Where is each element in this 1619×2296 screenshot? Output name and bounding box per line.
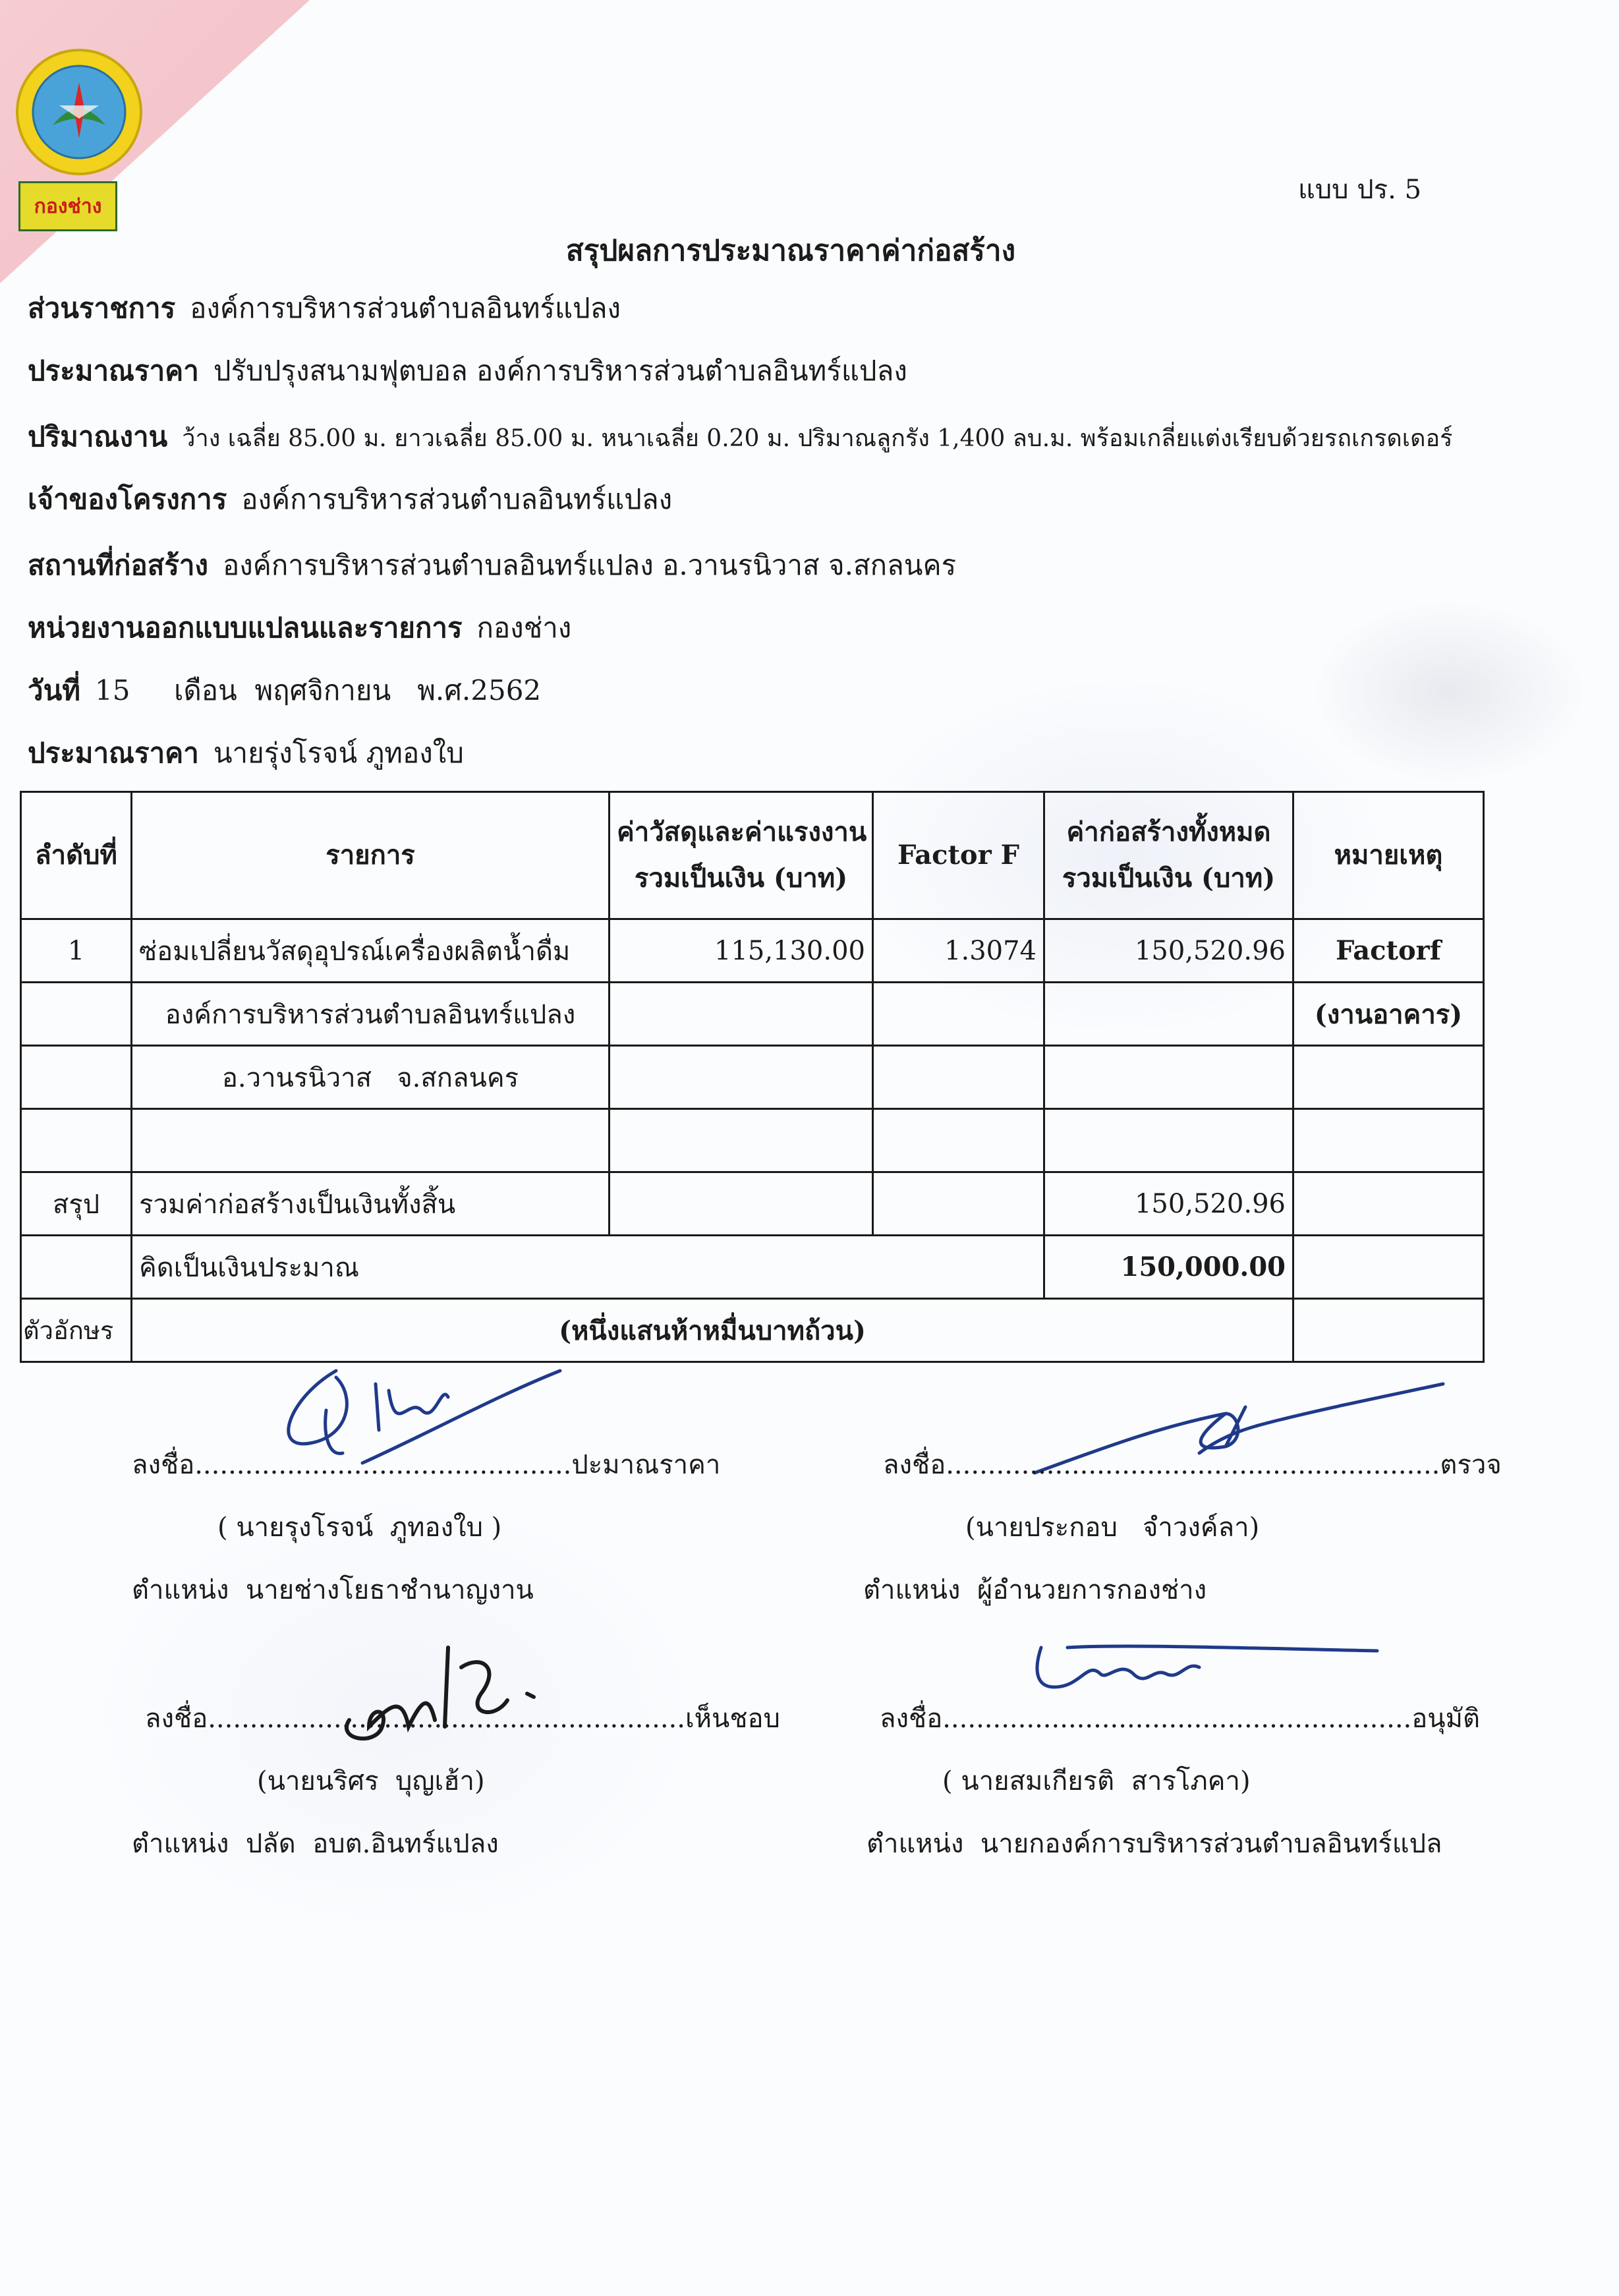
row3-total [1044,1046,1293,1109]
row1-factor: 1.3074 [873,919,1044,983]
header-total [1044,792,1293,919]
table-row [21,919,1484,983]
approver-name: ( นายสมเกียรติ สารโภคา) [942,1766,1251,1796]
estimate-table [20,791,1485,1363]
estimate-value: ปรับปรุงสนามฟุตบอล องค์การบริหารส่วนตำบลอินทร์แปลง [213,355,907,387]
row3-remark [1293,1046,1484,1109]
summary-row [21,1172,1484,1236]
row2-factor [873,983,1044,1046]
estimator-sign-line: ลงชื่อ.............................................ปะมาณราคา [132,1450,721,1480]
form-code: แบบ ปร. 5 [1298,175,1422,205]
row4-factor [873,1109,1044,1172]
words-label: ตัวอักษร [21,1299,132,1362]
consent-position: ตำแหน่ง ปลัด อบต.อินทร์แปลง [132,1829,499,1859]
row4-material [610,1109,873,1172]
header-total-line2: รวมเป็นเงิน (บาท) [1062,863,1276,894]
row4-no [21,1109,132,1172]
approx-total: 150,000.00 [1044,1236,1293,1299]
site-label: สถานที่ก่อสร้าง [28,549,208,581]
estimator-value: นายรุ่งโรจน์ ภูทองใบ [213,737,464,769]
document-title: สรุปผลการประมาณราคาค่าก่อสร้าง [565,234,1016,268]
estimate-field [28,349,907,393]
approx-item: คิดเป็นเงินประมาณ [132,1236,1044,1299]
approver-signature-mark [1028,1634,1384,1707]
header-remark: หมายเหตุ [1293,792,1484,919]
row3-material [610,1046,873,1109]
quantity-label: ปริมาณงาน [28,420,168,453]
header-material-line2: รวมเป็นเงิน (บาท) [634,863,848,894]
summary-item: รวมค่าก่อสร้างเป็นเงินทั้งสิ้น [132,1172,610,1236]
row3-item: อ.วานรนิวาส จ.สกลนคร [132,1046,610,1109]
row1-remark: Factorf [1293,919,1484,983]
estimator-label: ประมาณราคา [28,737,199,769]
row1-item: ซ่อมเปลี่ยนวัสดุอุปรณ์เครื่องผลิตน้ำดื่ม [132,919,610,983]
table-row [21,1109,1484,1172]
site-field [28,544,956,587]
header-total-line1: ค่าก่อสร้างทั้งหมด [1066,817,1271,847]
estimator-name: ( นายรุงโรจน์ ภูทองใบ ) [217,1512,502,1543]
checker-sign-line: ลงชื่อ...........................................................ตรวจ [883,1450,1502,1480]
agency-field [28,287,621,330]
site-value: องค์การบริหารส่วนตำบลอินทร์แปลง อ.วานรนิวาส จ.สกลนคร [222,549,957,581]
row4-total [1044,1109,1293,1172]
header-item: รายการ [132,792,610,919]
approx-remark [1293,1236,1484,1299]
header-material [610,792,873,919]
quantity-field [28,415,1452,459]
agency-value: องค์การบริหารส่วนตำบลอินทร์แปลง [190,292,621,324]
checker-name: (นายประกอบ จำวงค์ลา) [965,1512,1260,1543]
header-factor: Factor F [873,792,1044,919]
summary-material [610,1172,873,1236]
organization-seal-icon [13,46,145,178]
header-no: ลำดับที่ [21,792,132,919]
design-unit-label: หน่วยงานออกแบบแปลนและรายการ [28,612,463,644]
table-row [21,983,1484,1046]
approx-row [21,1236,1484,1299]
words-remark [1293,1299,1484,1362]
summary-factor [873,1172,1044,1236]
row2-item: องค์การบริหารส่วนตำบลอินทร์แปลง [132,983,610,1046]
approver-sign-line: ลงชื่อ........................................................อนุมัติ [880,1704,1480,1734]
date-label: วันที่ [28,674,80,706]
approver-position: ตำแหน่ง นายกองค์การบริหารส่วนตำบลอินทร์แปล [866,1829,1442,1859]
summary-label: สรุป [21,1172,132,1236]
consent-sign-line: ลงชื่อ.........................................................เห็นชอบ [145,1704,780,1734]
row1-no: 1 [21,919,132,983]
estimator-field [28,732,464,775]
department-badge-label: กองช่าง [34,194,102,218]
table-row [21,1046,1484,1109]
header-material-line1: ค่าวัสดุและค่าแรงงาน [617,817,867,847]
owner-value: องค์การบริหารส่วนตำบลอินทร์แปลง [241,483,673,515]
summary-total: 150,520.96 [1044,1172,1293,1236]
row2-total [1044,983,1293,1046]
date-field [28,669,541,712]
department-badge [18,181,117,231]
estimator-position: ตำแหน่ง นายช่างโยธาชำนาญงาน [132,1575,534,1605]
row4-item [132,1109,610,1172]
row2-material [610,983,873,1046]
table-header-row [21,792,1484,919]
words-row [21,1299,1484,1362]
agency-label: ส่วนราชการ [28,292,176,324]
approx-no [21,1236,132,1299]
row1-total: 150,520.96 [1044,919,1293,983]
row4-remark [1293,1109,1484,1172]
consent-name: (นายนริศร บุญเฮ้า) [257,1766,485,1796]
row1-material: 115,130.00 [610,919,873,983]
checker-position: ตำแหน่ง ผู้อำนวยการกองช่าง [863,1575,1207,1605]
summary-remark [1293,1172,1484,1236]
date-value: 15 เดือน พฤศจิกายน พ.ศ.2562 [94,674,542,706]
words-value: (หนึ่งแสนห้าหมื่นบาทถ้วน) [132,1299,1293,1362]
owner-field [28,478,672,521]
estimate-label: ประมาณราคา [28,355,199,387]
quantity-value: ว้าง เฉลี่ย 85.00 ม. ยาวเฉลี่ย 85.00 ม. หนาเฉลี่ย 0.20 ม. ปริมาณลูกรัง 1,400 ลบ.ม. พร้อมเกลี่ยแต่งเรียบด้วยรถเกรดเดอร์ [182,425,1453,452]
row2-remark: (งานอาคาร) [1293,983,1484,1046]
row3-factor [873,1046,1044,1109]
design-unit-value: กองช่าง [476,612,572,644]
row2-no [21,983,132,1046]
row3-no [21,1046,132,1109]
owner-label: เจ้าของโครงการ [28,483,227,515]
design-unit-field [28,606,571,650]
